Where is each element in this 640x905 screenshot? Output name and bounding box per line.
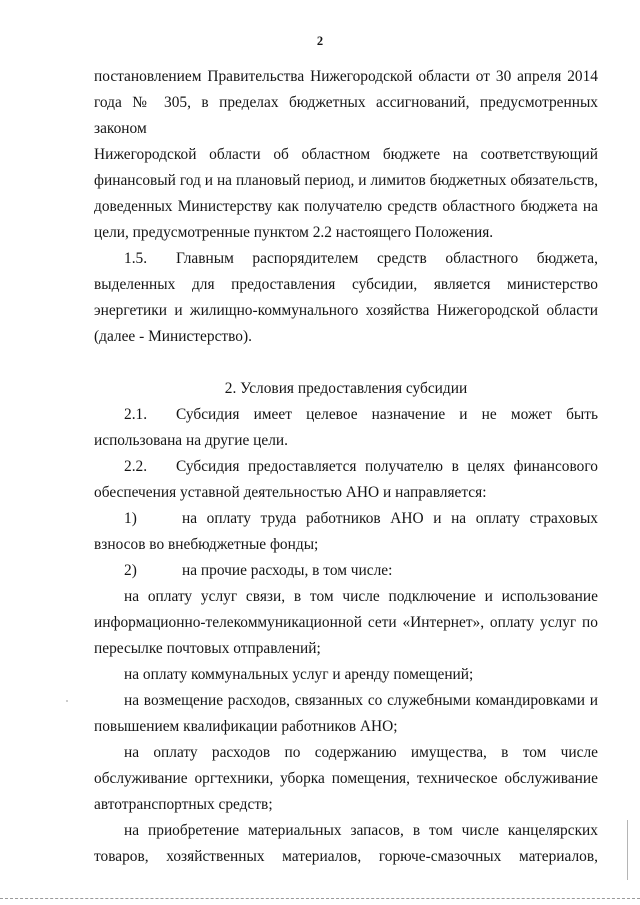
sub-item-utilities: на оплату коммунальных услуг и аренду помещений; — [124, 666, 474, 683]
sub-item-property: на оплату расходов по содержанию имущества, в том числе обслуживание оргтехники, уборка помещения, техническое обслуживание автотранспортных средств; — [94, 744, 598, 813]
clause-text: Главным распорядителем средств областного бюджета, выделенных для предоставления субсидии, является министерство энергетики и жилищно-коммунального хозяйства Нижегородской области (далее - Министерство). — [94, 250, 598, 345]
item-text: на прочие расходы, в том числе: — [182, 562, 393, 579]
paragraph-2-2 — [94, 454, 598, 506]
scan-edge-right — [627, 820, 628, 880]
paragraph-1-5 — [94, 246, 598, 350]
scan-edge-bottom — [0, 898, 640, 899]
page-number: 2 — [316, 34, 324, 48]
item-text: на оплату труда работников АНО и на оплату страховых взносов во внебюджетные фонды; — [94, 510, 598, 553]
text-line: года № 305, в пределах бюджетных ассигнований, предусмотренных законом — [94, 94, 598, 137]
text-line: постановлением Правительства Нижегородской области от 30 апреля 2014 — [94, 68, 598, 85]
clause-text: Субсидия предоставляется получателю в целях финансового обеспечения уставной деятельностью АНО и направляется: — [94, 458, 598, 501]
text-line: цели, предусмотренные пунктом 2.2 настоящего Положения. — [94, 224, 494, 241]
sub-item-travel: на возмещение расходов, связанных со служебными командировками и повышением квалификации работников АНО; — [94, 692, 598, 735]
text-line: доведенных Министерству как получателю средств областного бюджета на — [94, 198, 598, 215]
clause-number: 2.2. — [124, 458, 148, 475]
section-heading: 2. Условия предоставления субсидии — [224, 380, 468, 397]
sub-item-communications: на оплату услуг связи, в том числе подключение и использование информационно-телекоммуникационной сети «Интернет», оплату услуг по пересылке почтовых отправлений; — [94, 588, 598, 657]
scan-speck — [66, 700, 68, 702]
document-body — [94, 64, 598, 870]
paragraph-2-1 — [94, 402, 598, 454]
clause-text: Субсидия имеет целевое назначение и не может быть использована на другие цели. — [94, 406, 598, 449]
list-item-1 — [94, 506, 598, 558]
text-line: Нижегородской области об областном бюджете на соответствующий — [94, 146, 598, 163]
list-item-2 — [94, 558, 598, 584]
item-number: 2) — [124, 562, 137, 579]
paragraph-continuation — [94, 64, 598, 246]
clause-number: 1.5. — [124, 250, 148, 267]
clause-number: 2.1. — [124, 406, 148, 423]
item-number: 1) — [124, 510, 137, 527]
sub-item-materials: на приобретение материальных запасов, в том числе канцелярских товаров, хозяйственных материалов, горюче-смазочных материалов, — [94, 822, 598, 865]
text-line: финансовый год и на плановый период, и лимитов бюджетных обязательств, — [94, 172, 598, 189]
